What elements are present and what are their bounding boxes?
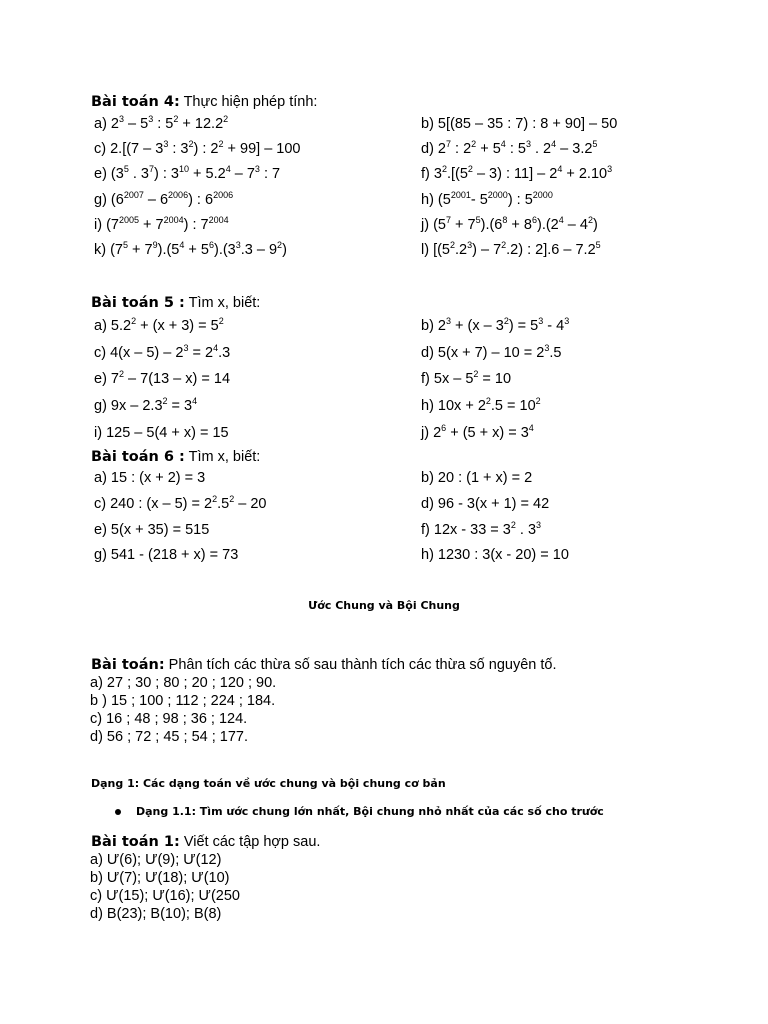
expression-text: ).(3 xyxy=(214,242,236,258)
expression-text: + (x – 3 xyxy=(451,318,504,334)
expression-text: h) (5 xyxy=(421,191,451,208)
expression-text: l) [(5 xyxy=(421,242,450,258)
exponent: 3 xyxy=(446,316,452,327)
problem-6-desc: Tìm x, biết: xyxy=(184,449,261,465)
expression-text: .2 xyxy=(455,242,468,258)
exponent: 2 xyxy=(223,114,229,125)
expression-text: a) 5.2 xyxy=(94,318,132,334)
exponent: 2 xyxy=(162,396,168,407)
expression-text: : 5 xyxy=(505,141,526,158)
set-line: d) B(23); B(10); B(8) xyxy=(90,906,222,922)
problem-4-item xyxy=(421,242,601,258)
expression-text: = 2 xyxy=(188,344,214,361)
expression-text: i) 125 – 5(4 + x) = 15 xyxy=(94,424,229,441)
expression-text: – 7 xyxy=(230,166,255,183)
expression-text: : 2 xyxy=(451,141,472,158)
type-1-1-heading: Dạng 1.1: Tìm ước chung lớn nhất, Bội chung nhỏ nhất của các số cho trước xyxy=(136,805,604,818)
expression-text: – 3) : 11] – 2 xyxy=(472,166,558,183)
expression-text: ) : 6 xyxy=(188,191,214,208)
exponent: 3 xyxy=(148,114,154,125)
exponent: 4 xyxy=(225,164,231,175)
exponent: 4 xyxy=(558,214,564,225)
expression-text: . 3 xyxy=(128,166,149,183)
problem-5-item xyxy=(94,371,230,387)
problem-1-desc: Viết các tập hợp sau. xyxy=(179,834,321,850)
set-line: a) Ư(6); Ư(9); Ư(12) xyxy=(90,852,222,868)
set-line: b) Ư(7); Ư(18); Ư(10) xyxy=(90,870,230,886)
exponent: 3 xyxy=(119,114,125,125)
expression-text: c) 2.[(7 – 3 xyxy=(94,141,164,158)
expression-text: + 12.2 xyxy=(178,116,224,132)
expression-text: . 3 xyxy=(515,521,537,538)
exponent: 2 xyxy=(473,369,479,380)
expression-text: + (5 + x) = 3 xyxy=(446,424,529,441)
problem-5-item xyxy=(94,342,231,361)
exponent: 5 xyxy=(123,164,129,175)
exponent: 2005 xyxy=(118,214,140,225)
exponent: 3 xyxy=(607,164,613,175)
expression-text: + 7 xyxy=(139,216,164,233)
section-title: Ước Chung và Bội Chung xyxy=(308,599,460,612)
problem-5-item xyxy=(94,425,229,441)
problem-4-desc: Thực hiện phép tính: xyxy=(179,94,318,110)
expression-text: j) 2 xyxy=(421,424,442,441)
expression-text: .2) : 2].6 – 7.2 xyxy=(506,242,596,258)
expression-text: a) 15 : (x + 2) = 3 xyxy=(94,470,206,486)
expression-text: – 5 xyxy=(124,116,149,132)
expression-text: ) xyxy=(592,216,598,233)
factorization-desc: Phân tích các thừa số sau thành tích các thừa số nguyên tố. xyxy=(164,657,557,673)
exponent: 3 xyxy=(163,139,169,150)
problem-4-item xyxy=(421,166,612,182)
expression-text: h) 10x + 2 xyxy=(421,398,486,415)
exponent: 5 xyxy=(592,139,598,150)
problem-5-item xyxy=(421,342,562,361)
exponent: 3 xyxy=(564,316,570,327)
exponent: 3 xyxy=(536,519,542,530)
problem-1-title: Bài toán 1: xyxy=(91,834,180,850)
expression-text: a) 2 xyxy=(94,116,119,132)
exponent: 7 xyxy=(446,139,452,150)
expression-text: = 3 xyxy=(167,398,193,415)
exponent: 2 xyxy=(188,139,194,150)
exponent: 3 xyxy=(538,316,544,327)
set-line: c) Ư(15); Ư(16); Ư(250 xyxy=(90,888,240,904)
expression-text: f) 3 xyxy=(421,166,442,183)
exponent: 7 xyxy=(445,214,451,225)
expression-text: ) = 5 xyxy=(508,318,539,334)
exponent: 8 xyxy=(502,214,508,225)
problem-6-item xyxy=(421,519,542,538)
exponent: 2 xyxy=(277,240,283,251)
problem-5-item xyxy=(421,318,569,334)
expression-text: = 10 xyxy=(478,371,512,388)
exponent: 4 xyxy=(528,422,534,433)
expression-text: ) : 2 xyxy=(193,141,219,158)
expression-text: e) (3 xyxy=(94,166,124,183)
exponent: 4 xyxy=(179,240,185,251)
exponent: 2 xyxy=(501,240,507,251)
expression-text: ) : 5 xyxy=(507,191,533,208)
problem-6-heading xyxy=(91,449,260,465)
problem-5-item xyxy=(421,398,541,414)
exponent: 6 xyxy=(208,240,214,251)
expression-text: b) 5[(85 – 35 : 7) : 8 + 90] – 50 xyxy=(421,116,618,132)
problem-5-item xyxy=(421,422,534,441)
problem-6-item xyxy=(94,470,205,486)
exponent: 3 xyxy=(235,240,241,251)
exponent: 2 xyxy=(450,240,456,251)
expression-text: + 2.10 xyxy=(562,166,608,183)
expression-text: + 5 xyxy=(184,242,209,258)
problem-5-title: Bài toán 5 : xyxy=(91,295,185,311)
exponent: 6 xyxy=(531,214,537,225)
expression-text: b) 2 xyxy=(421,318,446,334)
exponent: 3 xyxy=(254,164,260,175)
problem-5-item xyxy=(94,318,224,334)
exponent: 2 xyxy=(485,396,491,407)
problem-5-item xyxy=(421,371,511,387)
expression-text: – 7(13 – x) = 14 xyxy=(124,371,231,388)
exponent: 3 xyxy=(183,342,189,353)
problem-5-desc: Tìm x, biết: xyxy=(184,295,261,311)
type-1-heading: Dạng 1: Các dạng toán về ước chung và bội chung cơ bản xyxy=(91,777,446,790)
exponent: 4 xyxy=(551,139,557,150)
exponent: 5 xyxy=(595,240,601,251)
exponent: 2 xyxy=(173,114,179,125)
factorization-title: Bài toán: xyxy=(91,657,165,673)
exponent: 3 xyxy=(467,240,473,251)
expression-text: .5 = 10 xyxy=(490,398,536,415)
expression-text: + 7 xyxy=(451,216,476,233)
expression-text: – 6 xyxy=(143,191,169,208)
expression-text: .5 xyxy=(217,495,230,512)
exponent: 5 xyxy=(475,214,481,225)
exponent: 2 xyxy=(510,519,516,530)
problem-4-item xyxy=(94,189,234,208)
expression-text: d) 2 xyxy=(421,141,446,158)
expression-text: .3 – 9 xyxy=(240,242,278,258)
expression-text: . 2 xyxy=(530,141,552,158)
expression-text: ) – 7 xyxy=(472,242,502,258)
expression-text: – 20 xyxy=(234,495,267,512)
expression-text: e) 7 xyxy=(94,371,119,388)
expression-text: : 5 xyxy=(153,116,174,132)
expression-text: + (x + 3) = 5 xyxy=(136,318,219,334)
exponent: 4 xyxy=(192,396,198,407)
problem-4-item xyxy=(421,141,597,157)
expression-text: – 3.2 xyxy=(556,141,593,158)
expression-text: ).(2 xyxy=(536,216,559,233)
exponent: 2 xyxy=(131,316,137,327)
exponent: 2001 xyxy=(450,189,471,200)
exponent: 2 xyxy=(587,214,593,225)
expression-text: d) 96 - 3(x + 1) = 42 xyxy=(421,495,550,512)
expression-text: h) 1230 : 3(x - 20) = 10 xyxy=(421,547,569,564)
factorization-line: b ) 15 ; 100 ; 112 ; 224 ; 184. xyxy=(90,693,276,709)
exponent: 9 xyxy=(152,240,158,251)
problem-1-heading xyxy=(91,834,320,850)
problem-6-item xyxy=(94,522,209,538)
problem-6-item xyxy=(421,547,569,563)
exponent: 7 xyxy=(149,164,155,175)
expression-text: f) 5x – 5 xyxy=(421,371,474,388)
problem-5-item xyxy=(94,398,197,414)
expression-text: .3 xyxy=(218,344,231,361)
expression-text: c) 4(x – 5) – 2 xyxy=(94,344,184,361)
exponent: 3 xyxy=(544,342,550,353)
exponent: 4 xyxy=(500,139,506,150)
expression-text: ).(5 xyxy=(157,242,180,258)
expression-text: j) (5 xyxy=(421,216,446,233)
problem-4-heading xyxy=(91,94,317,110)
expression-text: k) (7 xyxy=(94,242,123,258)
exponent: 2000 xyxy=(532,189,553,200)
exponent: 10 xyxy=(179,164,190,175)
exponent: 2004 xyxy=(208,214,229,225)
problem-4-item xyxy=(94,116,228,132)
factorization-heading xyxy=(91,657,556,673)
expression-text: g) 9x – 2.3 xyxy=(94,398,163,415)
problem-6-title: Bài toán 6 : xyxy=(91,449,185,465)
expression-text: ).(6 xyxy=(480,216,503,233)
expression-text: .5 xyxy=(549,344,562,361)
exponent: 2004 xyxy=(163,214,184,225)
problem-6-item xyxy=(94,493,267,512)
problem-4-item xyxy=(421,214,598,233)
problem-4-title: Bài toán 4: xyxy=(91,94,180,110)
exponent: 4 xyxy=(213,342,219,353)
exponent: 2 xyxy=(229,493,235,504)
problem-4-item xyxy=(421,189,553,208)
exponent: 3 xyxy=(525,139,531,150)
expression-text: g) (6 xyxy=(94,191,124,208)
factorization-line: d) 56 ; 72 ; 45 ; 54 ; 177. xyxy=(90,729,248,745)
exponent: 2 xyxy=(467,164,473,175)
expression-text: ) : 7 xyxy=(183,216,209,233)
exponent: 2006 xyxy=(213,189,234,200)
expression-text: ) : 3 xyxy=(154,166,179,183)
problem-4-item xyxy=(94,242,287,258)
exponent: 2 xyxy=(503,316,509,327)
problem-6-item xyxy=(94,547,238,563)
exponent: 2000 xyxy=(487,189,508,200)
problem-5-heading xyxy=(91,295,260,311)
exponent: 2 xyxy=(218,139,224,150)
exponent: 2 xyxy=(441,164,447,175)
expression-text: + 5.2 xyxy=(189,166,226,183)
factorization-line: a) 27 ; 30 ; 80 ; 20 ; 120 ; 90. xyxy=(90,675,277,691)
expression-text: e) 5(x + 35) = 515 xyxy=(94,521,210,538)
expression-text: ) xyxy=(282,242,287,258)
expression-text: + 99] – 100 xyxy=(223,141,301,158)
exponent: 2006 xyxy=(168,189,189,200)
problem-4-item xyxy=(94,166,280,182)
exponent: 2 xyxy=(119,369,125,380)
expression-text: - 5 xyxy=(470,191,488,208)
exponent: 2 xyxy=(218,316,224,327)
expression-text: : 7 xyxy=(259,166,281,183)
exponent: 6 xyxy=(441,422,447,433)
expression-text: - 4 xyxy=(543,318,565,334)
exponent: 2007 xyxy=(123,189,144,200)
expression-text: – 4 xyxy=(563,216,588,233)
problem-4-item xyxy=(94,141,301,157)
expression-text: i) (7 xyxy=(94,216,119,233)
expression-text: b) 20 : (1 + x) = 2 xyxy=(421,470,533,486)
expression-text: g) 541 - (218 + x) = 73 xyxy=(94,547,239,564)
expression-text: + 7 xyxy=(128,242,153,258)
factorization-line: c) 16 ; 48 ; 98 ; 36 ; 124. xyxy=(90,711,248,727)
expression-text: f) 12x - 33 = 3 xyxy=(421,521,511,538)
problem-6-item xyxy=(421,470,532,486)
bullet-icon xyxy=(115,809,121,815)
expression-text: : 3 xyxy=(168,141,189,158)
expression-text: + 5 xyxy=(476,141,501,158)
problem-4-item xyxy=(421,116,617,132)
exponent: 4 xyxy=(557,164,563,175)
exponent: 2 xyxy=(212,493,218,504)
expression-text: d) 5(x + 7) – 10 = 2 xyxy=(421,344,545,361)
expression-text: + 8 xyxy=(507,216,532,233)
problem-4-item xyxy=(94,214,229,233)
problem-6-item xyxy=(421,496,549,512)
exponent: 2 xyxy=(471,139,477,150)
exponent: 5 xyxy=(123,240,129,251)
exponent: 2 xyxy=(535,396,541,407)
expression-text: c) 240 : (x – 5) = 2 xyxy=(94,495,213,512)
expression-text: .[(5 xyxy=(446,166,468,183)
